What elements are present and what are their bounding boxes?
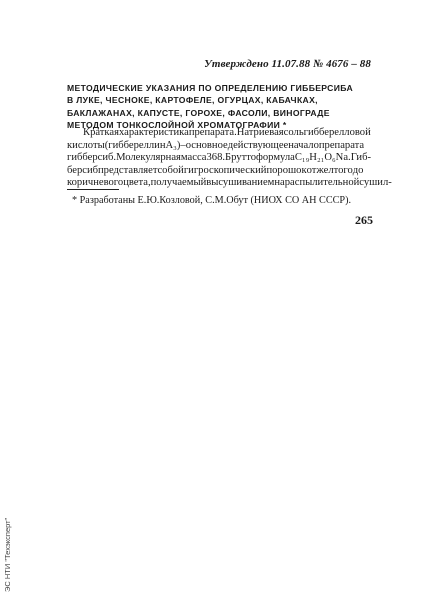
body-word: гибберелловой — [303, 127, 371, 138]
body-line — [67, 177, 392, 190]
body-word: сушил- — [359, 177, 392, 188]
body-word: Натриевая — [236, 127, 284, 138]
body-line — [67, 139, 365, 153]
body-word: собой — [157, 164, 184, 176]
body-word: – — [180, 139, 186, 151]
body-paragraph — [67, 127, 392, 190]
body-word: цвета, — [123, 177, 151, 188]
page-number: 265 — [355, 213, 373, 227]
body-word: препарата — [318, 139, 365, 151]
body-word: Краткая — [83, 127, 119, 138]
body-word: от — [306, 164, 317, 176]
body-word: формула — [256, 152, 295, 163]
body-line — [67, 164, 364, 178]
body-word: соль — [283, 127, 304, 138]
body-word: кислоты — [67, 139, 105, 151]
body-word: (гиббереллин — [104, 139, 166, 151]
body-word: препарата. — [188, 127, 237, 138]
body-word: масса — [180, 152, 207, 163]
footnote-divider — [67, 189, 119, 190]
body-word: начало — [288, 139, 319, 151]
body-word: до — [352, 164, 364, 176]
body-word: Брутто — [225, 152, 257, 163]
body-word: на — [274, 177, 285, 188]
body-word: получаемый — [150, 177, 207, 188]
body-word: 368. — [206, 152, 226, 163]
heading-line: МЕТОДОМ ТОНКОСЛОЙНОЙ ХРОМАТОГРАФИИ * — [67, 120, 287, 131]
body-word: высушиванием — [206, 177, 275, 188]
body-line — [67, 127, 371, 140]
body-word: распылительной — [284, 177, 360, 188]
body-word: действующее — [227, 139, 289, 151]
body-word: коричневого — [67, 177, 124, 188]
document-heading — [67, 82, 377, 132]
body-word: C₁₉H₂₁O₆Na. — [294, 152, 351, 163]
body-word: характеристика — [118, 127, 189, 138]
body-word: гибберсиб. — [67, 152, 117, 163]
body-word: порошок — [266, 164, 307, 176]
body-word: Молекулярная — [116, 152, 181, 163]
body-word: Гиб- — [350, 152, 371, 163]
heading-line: В ЛУКЕ, ЧЕСНОКЕ, КАРТОФЕЛЕ, ОГУРЦАХ, КАБАЧКАХ, — [67, 95, 318, 106]
body-word: желтого — [316, 164, 353, 176]
body-word: гигроскопический — [183, 164, 267, 176]
heading-line: БАКЛАЖАНАХ, КАПУСТЕ, ГОРОХЕ, ФАСОЛИ, ВИНОГРАДЕ — [67, 107, 330, 118]
heading-line: МЕТОДИЧЕСКИЕ УКАЗАНИЯ ПО ОПРЕДЕЛЕНИЮ ГИББЕРСИБА — [67, 83, 354, 93]
body-line — [67, 152, 371, 165]
archive-stamp: ЭС НТИ "Техэксперт" — [3, 517, 12, 592]
body-word: берсиб — [67, 164, 99, 176]
footnote: * Разработаны Е.Ю.Козловой, С.М.Обут (НИОХ СО АН СССР). — [72, 195, 352, 206]
body-word: А₃) — [165, 139, 181, 151]
body-word: представляет — [98, 164, 158, 176]
approval-note: Утверждено 11.07.88 № 4676 – 88 — [204, 58, 371, 70]
body-word: основное — [185, 139, 228, 151]
